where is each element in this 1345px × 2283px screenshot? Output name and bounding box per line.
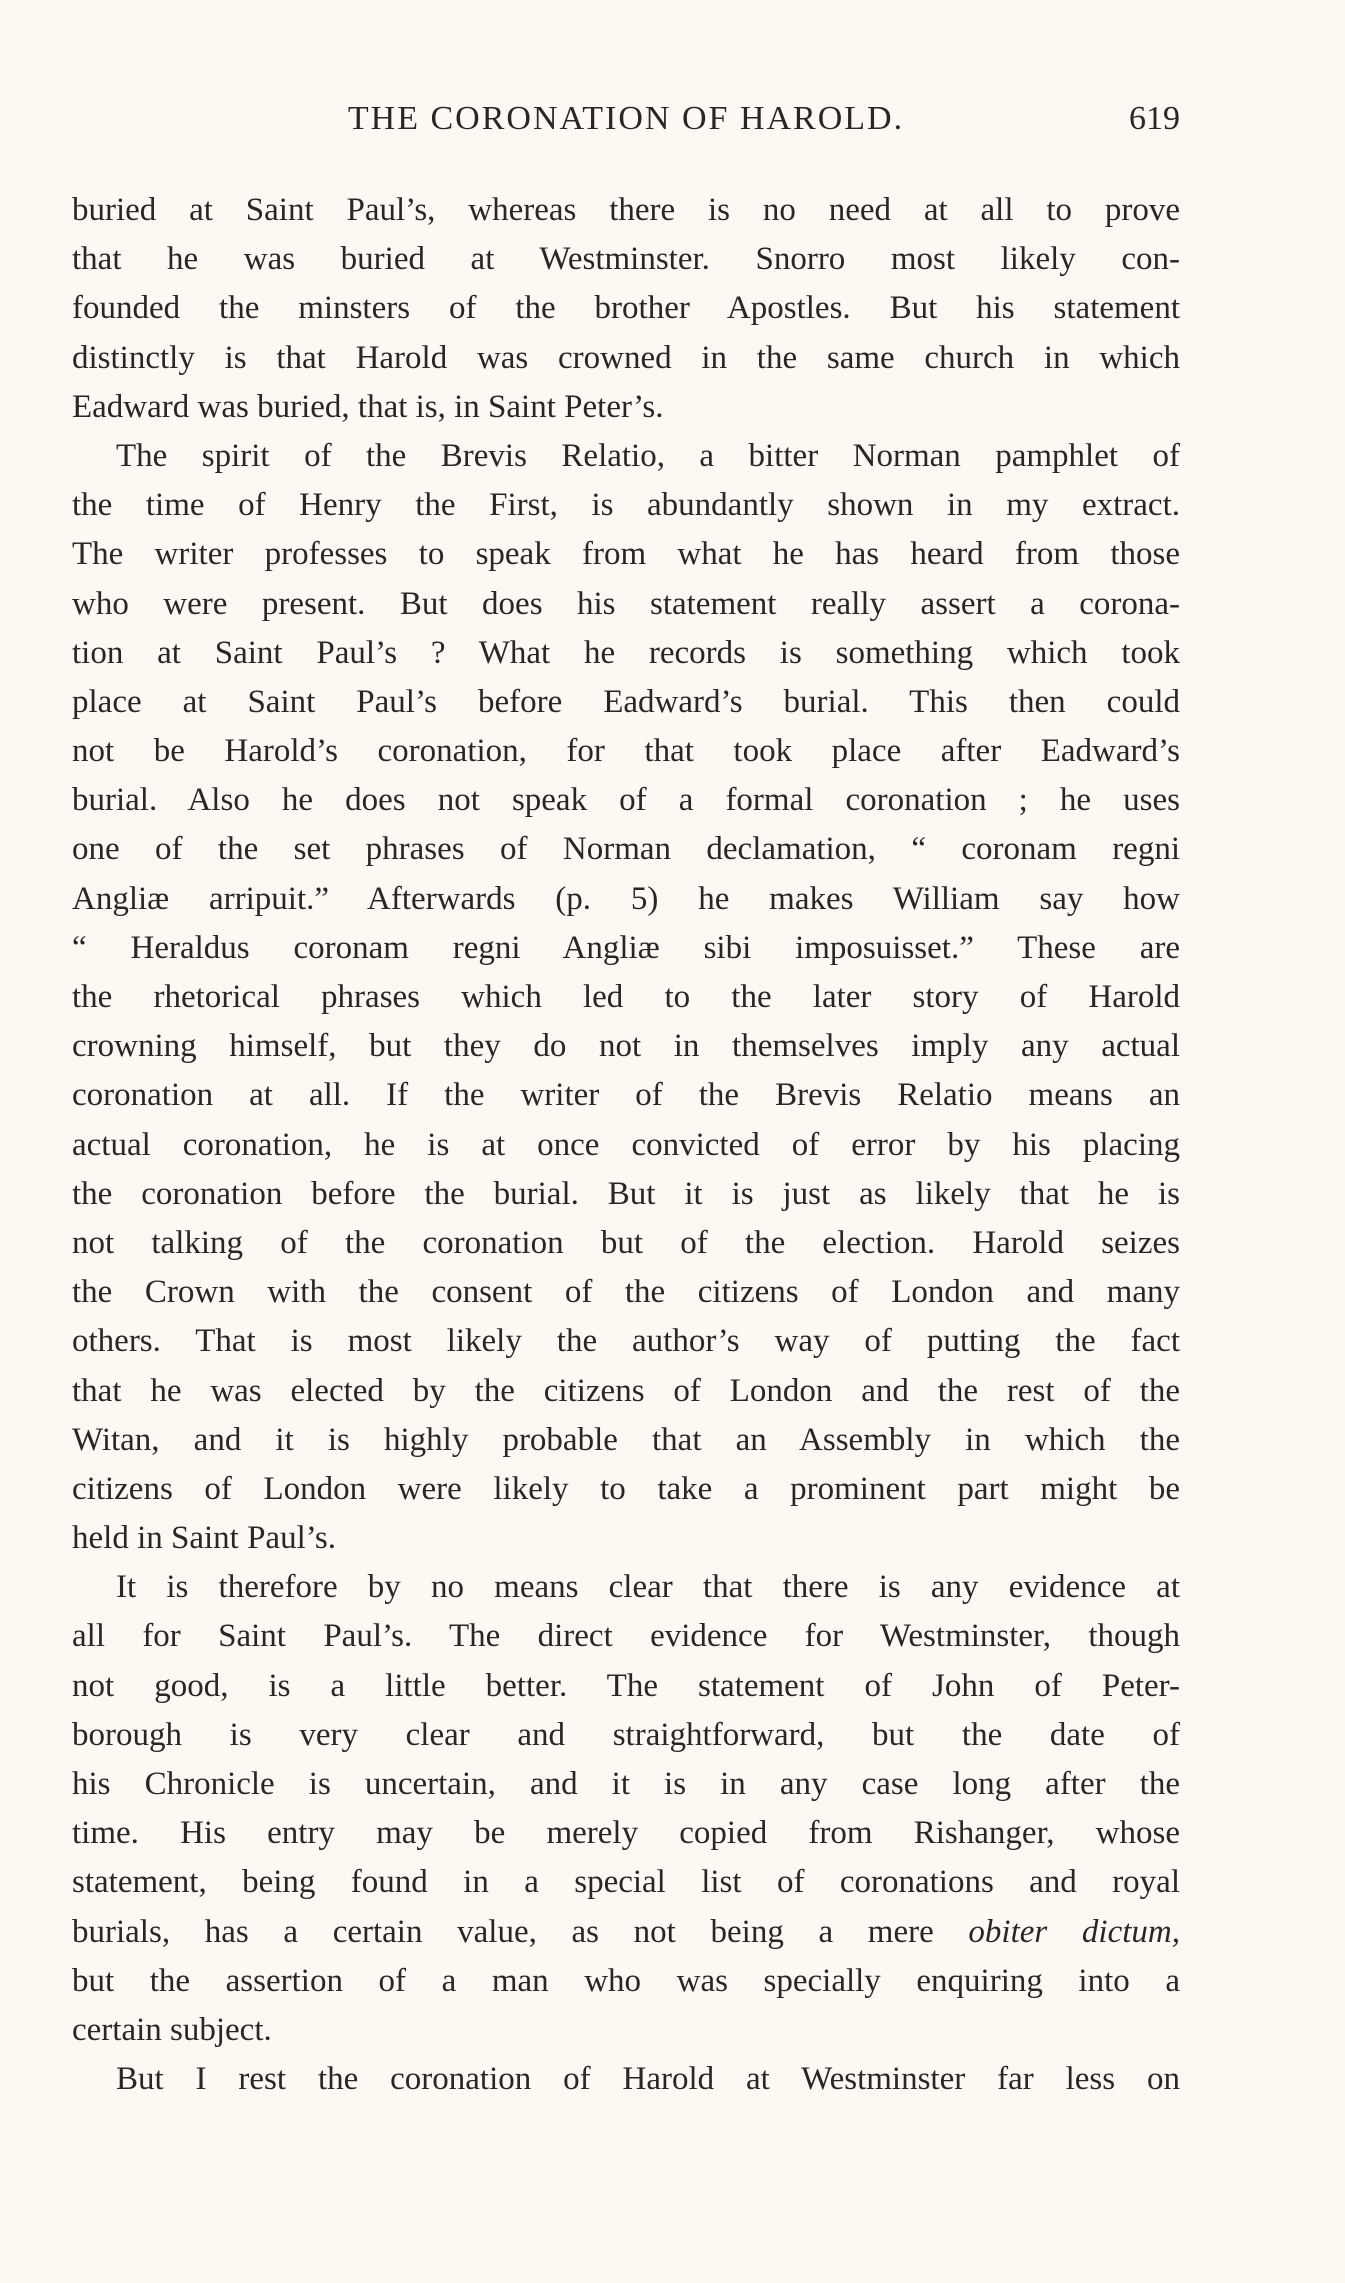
text-line: [72, 973, 1180, 1022]
text-line-content: distinctly is that Harold was crowned in the same church in which: [72, 339, 1180, 376]
text-line-content: statement, being found in a special list of coronations and royal: [72, 1864, 1180, 1901]
text-line-content: others. That is most likely the author’s way of putting the fact: [72, 1323, 1180, 1360]
text-line-content: tion at Saint Paul’s ? What he records is something which took: [72, 634, 1180, 671]
text-line: [72, 1563, 1180, 1612]
text-line: [72, 1514, 1180, 1563]
text-line-content: burial. Also he does not speak of a formal coronation ; he uses: [72, 782, 1180, 819]
text-line: [72, 1121, 1180, 1170]
text-line: [72, 284, 1180, 333]
text-line: [72, 235, 1180, 284]
text-line: [72, 1957, 1180, 2006]
text-line: [72, 2006, 1180, 2055]
text-line: [72, 1858, 1180, 1907]
text-line: [72, 1908, 1180, 1957]
text-line-content: that he was elected by the citizens of London and the rest of the: [72, 1372, 1180, 1409]
text-line: [72, 1268, 1180, 1317]
text-line: [72, 1809, 1180, 1858]
text-line: [72, 383, 1180, 432]
text-line-content: not talking of the coronation but of the election. Harold seizes: [72, 1224, 1180, 1261]
text-line-content: coronation at all. If the writer of the Brevis Relatio means an: [72, 1077, 1180, 1114]
italic-phrase: obiter dictum,: [968, 1913, 1180, 1950]
text-line-content: place at Saint Paul’s before Eadward’s burial. This then could: [72, 683, 1180, 720]
text-line-content: the Crown with the consent of the citizens of London and many: [72, 1274, 1180, 1311]
text-line-content: borough is very clear and straightforward, but the date of: [72, 1716, 1180, 1753]
text-line: [72, 2055, 1180, 2104]
text-line-content: But I rest the coronation of Harold at Westminster far less on: [116, 2061, 1180, 2098]
text-line-content: buried at Saint Paul’s, whereas there is no need at all to prove: [72, 192, 1180, 228]
text-line-content: time. His entry may be merely copied from Rishanger, whose: [72, 1815, 1180, 1852]
running-head: [72, 100, 1180, 150]
text-line: [72, 1367, 1180, 1416]
text-line-content: It is therefore by no means clear that there is any evidence at: [116, 1569, 1180, 1606]
text-line-content: one of the set phrases of Norman declamation, “ coronam regni: [72, 831, 1180, 868]
text-line-content: the coronation before the burial. But it is just as likely that he is: [72, 1175, 1180, 1212]
text-line: [72, 924, 1180, 973]
text-line: [72, 1317, 1180, 1366]
text-line: [72, 1022, 1180, 1071]
text-line-content: not be Harold’s coronation, for that took place after Eadward’s: [72, 733, 1180, 770]
text-line-content: The writer professes to speak from what he has heard from those: [72, 536, 1180, 573]
text-line-content: who were present. But does his statement really assert a corona-: [72, 585, 1180, 622]
text-line: [72, 727, 1180, 776]
text-line: [72, 776, 1180, 825]
text-line: [72, 678, 1180, 727]
body-text: [72, 186, 1180, 2104]
text-line: [72, 1465, 1180, 1514]
text-line: [72, 334, 1180, 383]
text-line: [72, 186, 1180, 235]
text-line: [72, 629, 1180, 678]
text-line: [72, 1170, 1180, 1219]
text-line: [72, 825, 1180, 874]
text-line-content: certain subject.: [72, 2011, 272, 2048]
text-line: [72, 1760, 1180, 1809]
text-line: [72, 530, 1180, 579]
text-line-content: his Chronicle is uncertain, and it is in any case long after the: [72, 1766, 1180, 1802]
text-line-content: but the assertion of a man who was specially enquiring into a: [72, 1962, 1180, 1999]
text-line-content: founded the minsters of the brother Apostles. But his statement: [72, 290, 1180, 327]
text-line-content: Eadward was buried, that is, in Saint Peter’s.: [72, 388, 664, 425]
text-line-content: citizens of London were likely to take a prominent part might be: [72, 1470, 1180, 1507]
text-line-content: Angliæ arripuit.” Afterwards (p. 5) he makes William say how: [72, 880, 1180, 917]
text-line-content: that he was buried at Westminster. Snorro most likely con-: [72, 241, 1180, 278]
text-line: [72, 875, 1180, 924]
text-line-content: crowning himself, but they do not in themselves imply any actual: [72, 1028, 1180, 1065]
text-line: [72, 432, 1180, 481]
text-line-content: not good, is a little better. The statement of John of Peter-: [72, 1667, 1180, 1704]
text-line-content: held in Saint Paul’s.: [72, 1520, 336, 1557]
page-number: 619: [1129, 100, 1180, 137]
text-line-content: all for Saint Paul’s. The direct evidence for Westminster, though: [72, 1618, 1180, 1655]
text-line: [72, 580, 1180, 629]
text-line-content: the time of Henry the First, is abundantly shown in my extract.: [72, 487, 1180, 524]
text-line: [72, 1071, 1180, 1120]
text-line-content: actual coronation, he is at once convicted of error by his placing: [72, 1126, 1180, 1163]
running-head-title: THE CORONATION OF HAROLD.: [347, 100, 905, 137]
text-line: [72, 1416, 1180, 1465]
text-line: [72, 1662, 1180, 1711]
text-line-content: Witan, and it is highly probable that an Assembly in which the: [72, 1421, 1180, 1458]
text-line-content: burials, has a certain value, as not being a mere: [72, 1913, 934, 1950]
text-line: [72, 481, 1180, 530]
text-line-content: The spirit of the Brevis Relatio, a bitter Norman pamphlet of: [116, 437, 1180, 474]
text-line: [72, 1612, 1180, 1661]
text-line: [72, 1711, 1180, 1760]
text-line-content: “ Heraldus coronam regni Angliæ sibi imposuisset.” These are: [72, 929, 1180, 966]
text-line-content: the rhetorical phrases which led to the later story of Harold: [72, 979, 1180, 1015]
text-line: [72, 1219, 1180, 1268]
